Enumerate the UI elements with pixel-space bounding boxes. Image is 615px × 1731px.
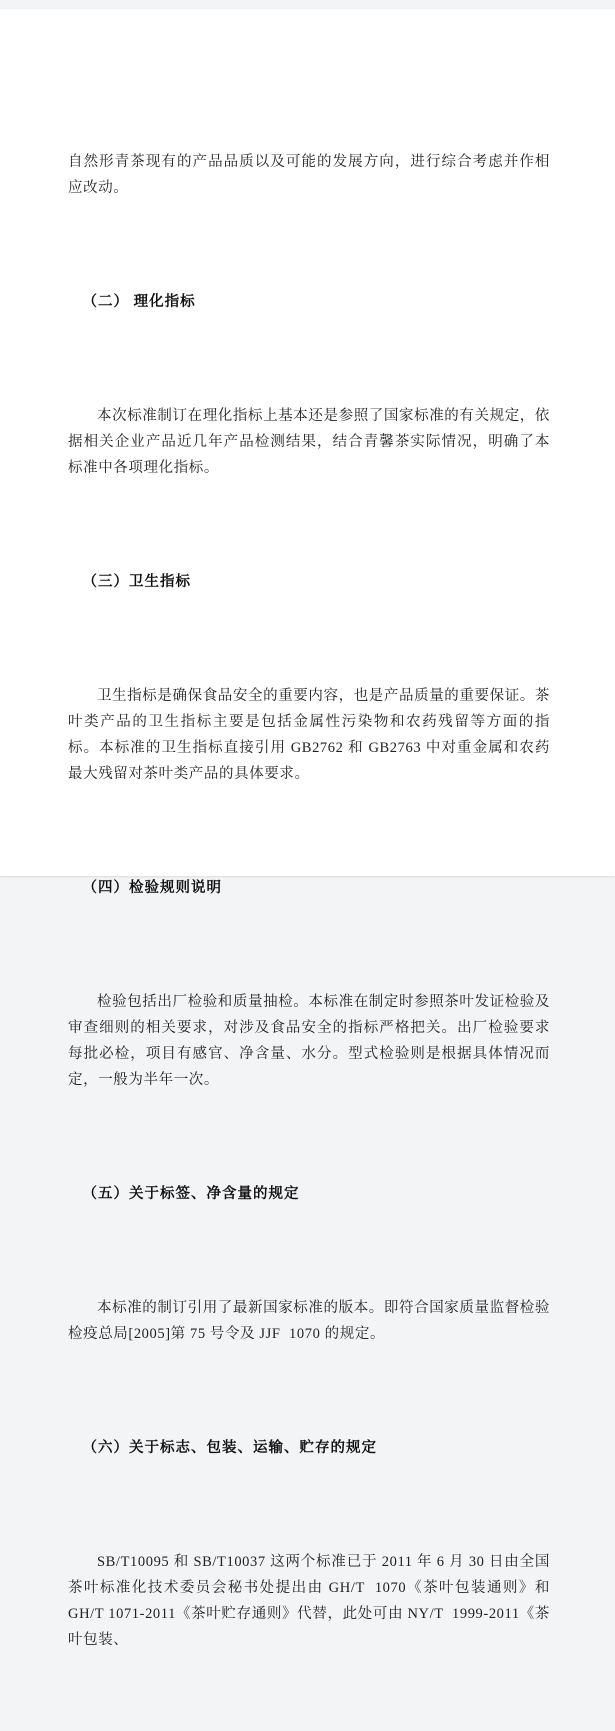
body-paragraph: 检验包括出厂检验和质量抽检。本标准在制定时参照茶叶发证检验及审查细则的相关要求，对涉及食品安全的指标严格把关。出厂检验要求每批必检，项目有感官、净含量、水分。型式检验则是根据具体情况而定，一般为半年一次。 — [68, 994, 550, 1088]
section-heading-6: （六）关于标志、包装、运输、贮存的规定 — [82, 1440, 377, 1456]
section-heading-3: （三）卫生指标 — [82, 574, 191, 590]
body-paragraph: SB/T10095 和 SB/T10037 这两个标准已于 2011 年 6 月 30 日由全国茶叶标准化技术委员会秘书处提出由 GH/T 1070《茶叶包装通则》和 GH/T 1071-2011《茶叶贮存通则》代替，此处可由 NY/T 1999-2011《茶叶包装、 — [68, 1554, 555, 1648]
section-heading-2: （二） 理化指标 — [82, 294, 196, 310]
section-heading-4: （四）检验规则说明 — [82, 880, 222, 896]
body-paragraph: 本次标准制订在理化指标上基本还是参照了国家标准的有关规定，依据相关企业产品近几年产品检测结果，结合青馨茶实际情况，明确了本标准中各项理化指标。 — [68, 408, 550, 476]
body-paragraph: 本标准的制订引用了最新国家标准的版本。即符合国家质量监督检验检疫总局[2005]第 75 号令及 JJF 1070 的规定。 — [68, 1300, 550, 1342]
document-content — [0, 9, 615, 1731]
document-page — [0, 9, 615, 1648]
body-paragraph: 卫生指标是确保食品安全的重要内容，也是产品质量的重要保证。茶叶类产品的卫生指标主要是包括金属性污染物和农药残留等方面的指标。本标准的卫生指标直接引用 GB2762 和 GB2763 中对重金属和农药最大残留对茶叶类产品的具体要求。 — [68, 688, 550, 782]
body-paragraph: 自然形青茶现有的产品品质以及可能的发展方向，进行综合考虑并作相应改动。 — [68, 154, 550, 196]
section-heading-5: （五）关于标签、净含量的规定 — [82, 1186, 300, 1202]
